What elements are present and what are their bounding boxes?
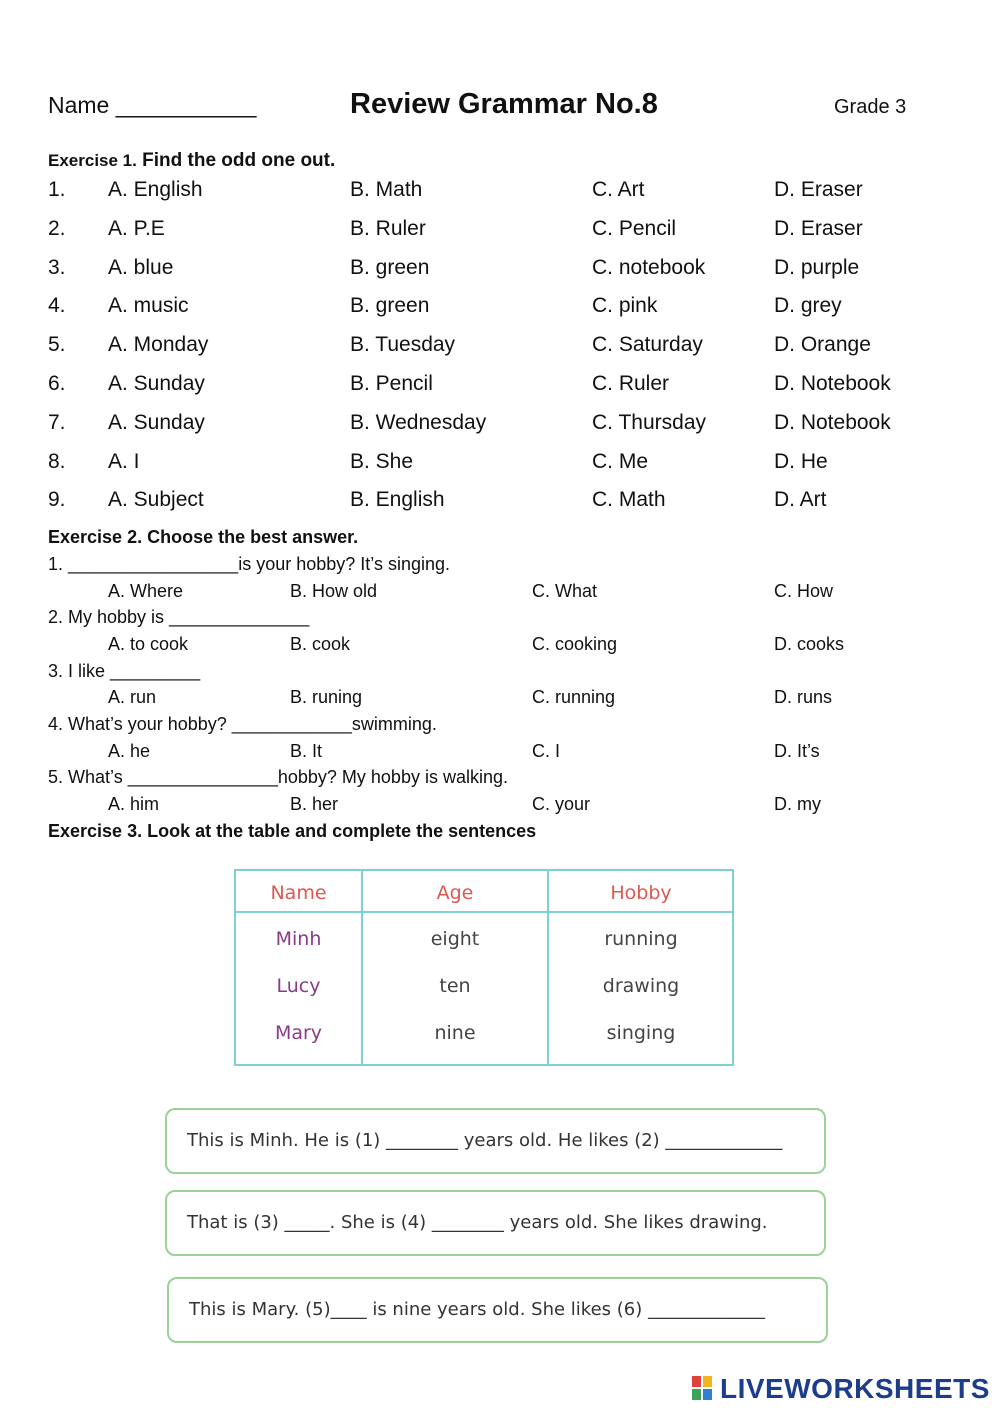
liveworksheets-logo-icon <box>692 1376 714 1402</box>
table-cell-age: nine <box>434 1022 476 1044</box>
option-d: D. cooks <box>774 634 845 654</box>
table-header-age: Age <box>436 882 474 904</box>
option-a: A. I <box>108 449 140 473</box>
table-cell-name: Mary <box>274 1022 323 1044</box>
option-d: D. runs <box>774 687 833 708</box>
question-number: 4. <box>48 294 66 318</box>
option-c: C. Art <box>592 178 645 201</box>
option-d: D. Notebook <box>774 410 891 434</box>
option-b: B. runing <box>290 687 363 708</box>
name-field-label: Name ___________ <box>48 92 257 118</box>
logo-text: LIVEWORKSHEETS <box>720 1373 990 1404</box>
option-c: C. Saturday <box>592 333 703 357</box>
exercise2-options <box>48 741 948 765</box>
sentence-text: This is Minh. He is (1) ________ years old. He likes (2) _____________ <box>187 1130 783 1151</box>
question-number: 1. <box>48 178 66 201</box>
option-b: B. English <box>350 488 445 512</box>
grade-label: Grade 3 <box>834 96 907 118</box>
exercise1-row <box>48 411 948 441</box>
option-a: A. Subject <box>108 488 204 512</box>
table-cell-age: ten <box>439 975 471 997</box>
exercise1-title-rest: Find the odd one out. <box>136 150 336 171</box>
option-d: C. How <box>774 580 834 601</box>
option-a: A. blue <box>108 255 174 279</box>
sentence-text: This is Mary. (5)____ is nine years old. She likes (6) _____________ <box>189 1299 765 1320</box>
question-number: 5. <box>48 333 66 357</box>
table-header-hobby: Hobby <box>610 882 672 904</box>
option-d: D. my <box>774 793 821 814</box>
exercise3-title: Exercise 3. Look at the table and complete the sentences <box>48 821 537 841</box>
question-number: 3. <box>48 255 66 279</box>
option-d: D. purple <box>774 255 860 279</box>
option-c: C. Pencil <box>592 216 677 240</box>
exercise2-question: 1. _________________is your hobby? It’s singing. <box>48 554 450 574</box>
option-b: B. Pencil <box>350 372 433 395</box>
exercise2-options <box>48 794 948 818</box>
exercise1-title-lead: Exercise 1. <box>48 151 137 170</box>
table-header-divider <box>236 911 732 913</box>
exercise2-options <box>48 687 948 711</box>
option-b: B. How old <box>290 580 378 601</box>
exercise1-row <box>48 372 948 402</box>
option-d: D. Notebook <box>774 372 891 395</box>
option-a: A. run <box>108 687 157 708</box>
option-a: A. to cook <box>108 634 189 654</box>
option-d: D. It’s <box>774 740 820 761</box>
question-number: 2. <box>48 216 66 240</box>
option-d: D. Eraser <box>774 178 863 201</box>
option-c: C. I <box>532 740 561 761</box>
option-a: A. Monday <box>108 333 209 357</box>
option-b: B. green <box>350 294 430 318</box>
exercise2-question: 3. I like _________ <box>48 660 201 681</box>
sentence-box <box>165 1108 826 1174</box>
option-c: C. your <box>532 793 591 814</box>
question-number: 9. <box>48 488 66 512</box>
hobby-table <box>234 869 734 1066</box>
option-b: B. cook <box>290 634 351 654</box>
exercise2-question: 2. My hobby is ______________ <box>48 607 310 628</box>
liveworksheets-logo <box>692 1372 990 1406</box>
exercise2-question: 5. What’s _______________hobby? My hobby is walking. <box>48 767 508 788</box>
option-c: C. Math <box>592 488 666 512</box>
option-c: C. Thursday <box>592 410 706 434</box>
option-a: A. English <box>108 178 203 201</box>
table-cell-hobby: drawing <box>602 975 680 997</box>
exercise2-question: 4. What’s your hobby? ____________swimming. <box>48 713 437 734</box>
option-c: C. pink <box>592 294 658 318</box>
option-c: C. Ruler <box>592 372 670 395</box>
option-d: D. grey <box>774 294 842 318</box>
question-number: 6. <box>48 372 66 395</box>
exercise1-title <box>48 150 335 172</box>
option-b: B. green <box>350 255 430 279</box>
table-cell-hobby: running <box>604 928 678 950</box>
option-b: B. her <box>290 793 339 814</box>
exercise1-row <box>48 488 948 518</box>
option-d: D. Eraser <box>774 216 863 240</box>
option-d: D. Art <box>774 488 827 512</box>
option-c: C. running <box>532 687 616 708</box>
exercise2-options <box>48 634 948 658</box>
option-a: A. Sunday <box>108 410 205 434</box>
question-number: 7. <box>48 410 66 434</box>
sentence-box <box>167 1277 828 1343</box>
table-cell-name: Lucy <box>276 975 321 997</box>
option-d: D. Orange <box>774 333 871 357</box>
question-number: 8. <box>48 449 66 473</box>
option-a: A. music <box>108 294 189 318</box>
worksheet-title: Review Grammar No.8 <box>350 88 658 120</box>
option-c: C. notebook <box>592 255 706 279</box>
option-a: A. he <box>108 740 151 761</box>
exercise1-row <box>48 333 948 363</box>
option-b: B. Math <box>350 178 423 201</box>
option-b: B. It <box>290 740 323 761</box>
option-b: B. Ruler <box>350 216 426 240</box>
option-b: B. Tuesday <box>350 333 456 357</box>
option-d: D. He <box>774 449 828 473</box>
option-a: A. Where <box>108 580 184 601</box>
table-cell-hobby: singing <box>606 1022 676 1044</box>
option-a: A. Sunday <box>108 372 205 395</box>
exercise1-row <box>48 178 948 208</box>
option-b: B. She <box>350 449 414 473</box>
option-b: B. Wednesday <box>350 410 487 434</box>
sentence-box <box>165 1190 826 1256</box>
option-a: A. P.E <box>108 216 165 240</box>
option-c: C. What <box>532 580 598 601</box>
sentence-text: That is (3) _____. She is (4) ________ years old. She likes drawing. <box>187 1212 768 1233</box>
table-header-name: Name <box>270 882 327 904</box>
exercise1-row <box>48 294 948 324</box>
option-c: C. Me <box>592 449 649 473</box>
table-cell-age: eight <box>430 928 480 950</box>
exercise2-options <box>48 581 948 605</box>
exercise1-row <box>48 256 948 286</box>
exercise2-title: Exercise 2. Choose the best answer. <box>48 527 359 547</box>
option-a: A. him <box>108 793 160 814</box>
exercise1-row <box>48 450 948 480</box>
table-cell-name: Minh <box>275 928 322 950</box>
option-c: C. cooking <box>532 634 618 654</box>
exercise1-row <box>48 217 948 247</box>
